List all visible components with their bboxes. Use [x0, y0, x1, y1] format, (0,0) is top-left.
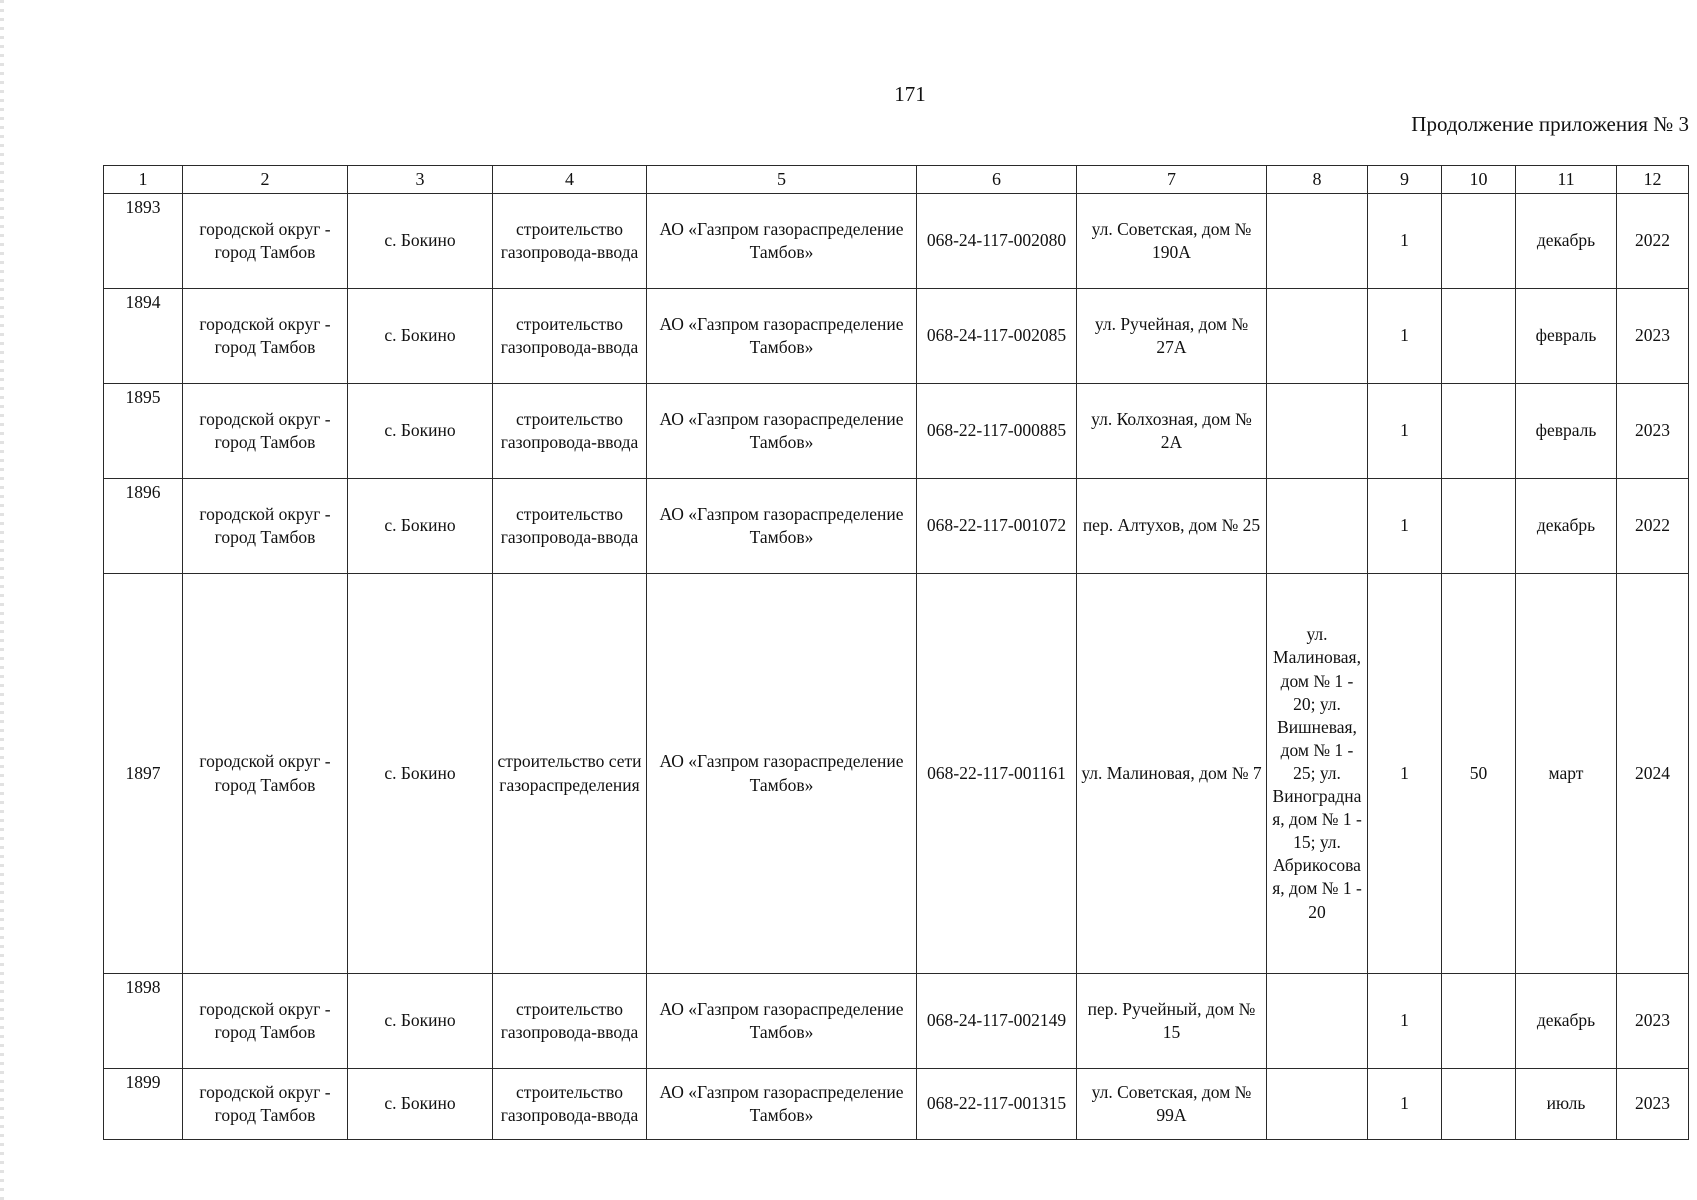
- connected-addresses-cell: [1267, 479, 1368, 574]
- appendix-continuation-title: Продолжение приложения № 3: [1411, 112, 1689, 136]
- district-cell: городской округ - город Тамбов: [183, 194, 348, 289]
- settlement-cell: с. Бокино: [348, 384, 493, 479]
- organization-cell: АО «Газпром газораспределение Тамбов»: [647, 1069, 917, 1140]
- address-cell: пер. Ручейный, дом № 15: [1077, 974, 1267, 1069]
- settlement-cell: с. Бокино: [348, 574, 493, 974]
- row-number: 1896: [104, 479, 183, 574]
- year-cell: 2022: [1617, 194, 1689, 289]
- column-header: 3: [348, 166, 493, 194]
- address-cell: ул. Советская, дом № 99А: [1077, 1069, 1267, 1140]
- connected-addresses-cell: [1267, 384, 1368, 479]
- settlement-cell: с. Бокино: [348, 194, 493, 289]
- column-header: 12: [1617, 166, 1689, 194]
- length-cell: [1442, 384, 1516, 479]
- count-cell: 1: [1368, 289, 1442, 384]
- row-number: 1898: [104, 974, 183, 1069]
- table-row: [104, 479, 1689, 574]
- row-number: 1895: [104, 384, 183, 479]
- year-cell: 2023: [1617, 384, 1689, 479]
- code-cell: 068-22-117-001072: [917, 479, 1077, 574]
- length-cell: [1442, 479, 1516, 574]
- work-type-cell: строительство газопровода-ввода: [493, 974, 647, 1069]
- year-cell: 2023: [1617, 1069, 1689, 1140]
- work-type-cell: строительство газопровода-ввода: [493, 194, 647, 289]
- length-cell: [1442, 1069, 1516, 1140]
- table-row: [104, 384, 1689, 479]
- organization-cell: АО «Газпром газораспределение Тамбов»: [647, 479, 917, 574]
- address-cell: ул. Ручейная, дом № 27А: [1077, 289, 1267, 384]
- organization-cell: АО «Газпром газораспределение Тамбов»: [647, 574, 917, 974]
- code-cell: 068-22-117-001161: [917, 574, 1077, 974]
- column-header: 11: [1516, 166, 1617, 194]
- organization-cell: АО «Газпром газораспределение Тамбов»: [647, 194, 917, 289]
- column-header: 2: [183, 166, 348, 194]
- connected-addresses-cell: [1267, 194, 1368, 289]
- count-cell: 1: [1368, 974, 1442, 1069]
- settlement-cell: с. Бокино: [348, 479, 493, 574]
- row-number: 1899: [104, 1069, 183, 1140]
- row-number: 1894: [104, 289, 183, 384]
- count-cell: 1: [1368, 194, 1442, 289]
- connected-addresses-cell: [1267, 289, 1368, 384]
- count-cell: 1: [1368, 479, 1442, 574]
- organization-cell: АО «Газпром газораспределение Тамбов»: [647, 289, 917, 384]
- address-cell: ул. Советская, дом № 190А: [1077, 194, 1267, 289]
- count-cell: 1: [1368, 574, 1442, 974]
- organization-cell: АО «Газпром газораспределение Тамбов»: [647, 384, 917, 479]
- row-number: 1897: [104, 574, 183, 974]
- length-cell: 50: [1442, 574, 1516, 974]
- work-type-cell: строительство газопровода-ввода: [493, 1069, 647, 1140]
- column-header: 6: [917, 166, 1077, 194]
- month-cell: декабрь: [1516, 974, 1617, 1069]
- column-header: 1: [104, 166, 183, 194]
- length-cell: [1442, 194, 1516, 289]
- column-header: 4: [493, 166, 647, 194]
- district-cell: городской округ - город Тамбов: [183, 479, 348, 574]
- code-cell: 068-24-117-002080: [917, 194, 1077, 289]
- month-cell: декабрь: [1516, 194, 1617, 289]
- month-cell: июль: [1516, 1069, 1617, 1140]
- district-cell: городской округ - город Тамбов: [183, 974, 348, 1069]
- table-row: [104, 574, 1689, 974]
- month-cell: декабрь: [1516, 479, 1617, 574]
- year-cell: 2022: [1617, 479, 1689, 574]
- column-header: 7: [1077, 166, 1267, 194]
- code-cell: 068-24-117-002149: [917, 974, 1077, 1069]
- year-cell: 2023: [1617, 289, 1689, 384]
- column-header: 9: [1368, 166, 1442, 194]
- address-cell: пер. Алтухов, дом № 25: [1077, 479, 1267, 574]
- work-type-cell: строительство газопровода-ввода: [493, 384, 647, 479]
- month-cell: март: [1516, 574, 1617, 974]
- table-row: [104, 194, 1689, 289]
- page-number: 171: [894, 82, 926, 106]
- scan-edge-artifact: [0, 0, 4, 1200]
- connected-addresses-cell: [1267, 1069, 1368, 1140]
- column-header: 10: [1442, 166, 1516, 194]
- work-type-cell: строительство газопровода-ввода: [493, 479, 647, 574]
- column-number-header-row: [104, 166, 1689, 194]
- month-cell: февраль: [1516, 384, 1617, 479]
- year-cell: 2024: [1617, 574, 1689, 974]
- district-cell: городской округ - город Тамбов: [183, 289, 348, 384]
- work-type-cell: строительство газопровода-ввода: [493, 289, 647, 384]
- length-cell: [1442, 289, 1516, 384]
- connected-addresses-cell: ул. Малиновая, дом № 1 - 20; ул. Вишневая, дом № 1 - 25; ул. Виноградная, дом № 1 - 15; ул. Абрикосовая, дом № 1 - 20: [1267, 574, 1368, 974]
- address-cell: ул. Малиновая, дом № 7: [1077, 574, 1267, 974]
- work-type-cell: строительство сети газораспределения: [493, 574, 647, 974]
- count-cell: 1: [1368, 384, 1442, 479]
- code-cell: 068-24-117-002085: [917, 289, 1077, 384]
- district-cell: городской округ - город Тамбов: [183, 1069, 348, 1140]
- district-cell: городской округ - город Тамбов: [183, 574, 348, 974]
- address-cell: ул. Колхозная, дом № 2А: [1077, 384, 1267, 479]
- code-cell: 068-22-117-001315: [917, 1069, 1077, 1140]
- gas-connection-register-table: [103, 165, 1689, 1140]
- count-cell: 1: [1368, 1069, 1442, 1140]
- year-cell: 2023: [1617, 974, 1689, 1069]
- settlement-cell: с. Бокино: [348, 1069, 493, 1140]
- table-row: [104, 289, 1689, 384]
- district-cell: городской округ - город Тамбов: [183, 384, 348, 479]
- column-header: 5: [647, 166, 917, 194]
- settlement-cell: с. Бокино: [348, 289, 493, 384]
- organization-cell: АО «Газпром газораспределение Тамбов»: [647, 974, 917, 1069]
- settlement-cell: с. Бокино: [348, 974, 493, 1069]
- length-cell: [1442, 974, 1516, 1069]
- table-row: [104, 1069, 1689, 1140]
- row-number: 1893: [104, 194, 183, 289]
- connected-addresses-cell: [1267, 974, 1368, 1069]
- table-row: [104, 974, 1689, 1069]
- column-header: 8: [1267, 166, 1368, 194]
- code-cell: 068-22-117-000885: [917, 384, 1077, 479]
- month-cell: февраль: [1516, 289, 1617, 384]
